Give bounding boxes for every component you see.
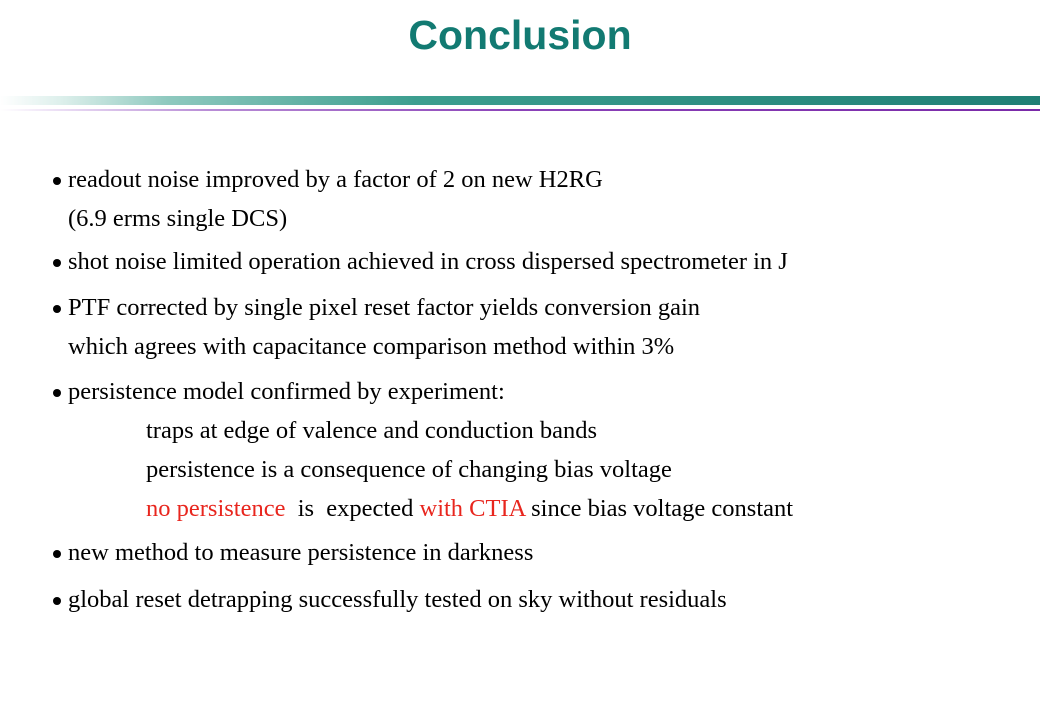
bullet-dot-icon <box>53 597 61 605</box>
sub-point-ctia <box>68 489 1030 528</box>
slide-title: Conclusion <box>408 12 632 58</box>
bullet-text: persistence model confirmed by experiment: <box>68 378 505 405</box>
highlight-no-persistence: no persistence <box>146 495 286 522</box>
title-divider <box>0 96 1040 105</box>
bullet-dot-icon <box>53 259 61 267</box>
highlight-with-ctia: with CTIA <box>419 495 525 522</box>
bullet-text: shot noise limited operation achieved in cross dispersed spectrometer in J <box>68 248 788 275</box>
bullet-text: global reset detrapping successfully tested on sky without residuals <box>68 586 727 613</box>
sub-point-traps: traps at edge of valence and conduction bands <box>146 417 598 444</box>
bullet-text: new method to measure persistence in darkness <box>68 539 534 566</box>
bullet-text: readout noise improved by a factor of 2 on new H2RG <box>68 166 603 193</box>
bullet-item-ptf <box>50 288 1030 366</box>
title-divider-thin <box>0 109 1040 111</box>
bullet-item-shot-noise <box>50 242 1030 281</box>
bullet-dot-icon <box>53 177 61 185</box>
sub-point-consequence: persistence is a consequence of changing bias voltage <box>146 456 672 483</box>
text-since-bias: since bias voltage constant <box>525 495 794 522</box>
bullet-dot-icon <box>53 305 61 313</box>
bullet-item-new-method <box>50 533 1030 572</box>
bullet-item-readout-noise <box>50 160 1030 238</box>
bullet-item-persistence-model <box>50 372 1030 528</box>
bullet-dot-icon <box>53 550 61 558</box>
text-is-expected: is expected <box>285 495 420 522</box>
bullet-text-continuation: which agrees with capacitance comparison method within 3% <box>68 333 675 360</box>
bullet-item-global-reset <box>50 580 1030 619</box>
bullet-text-continuation: (6.9 erms single DCS) <box>68 205 288 232</box>
bullet-dot-icon <box>53 389 61 397</box>
bullet-text: PTF corrected by single pixel reset factor yields conversion gain <box>68 294 701 321</box>
